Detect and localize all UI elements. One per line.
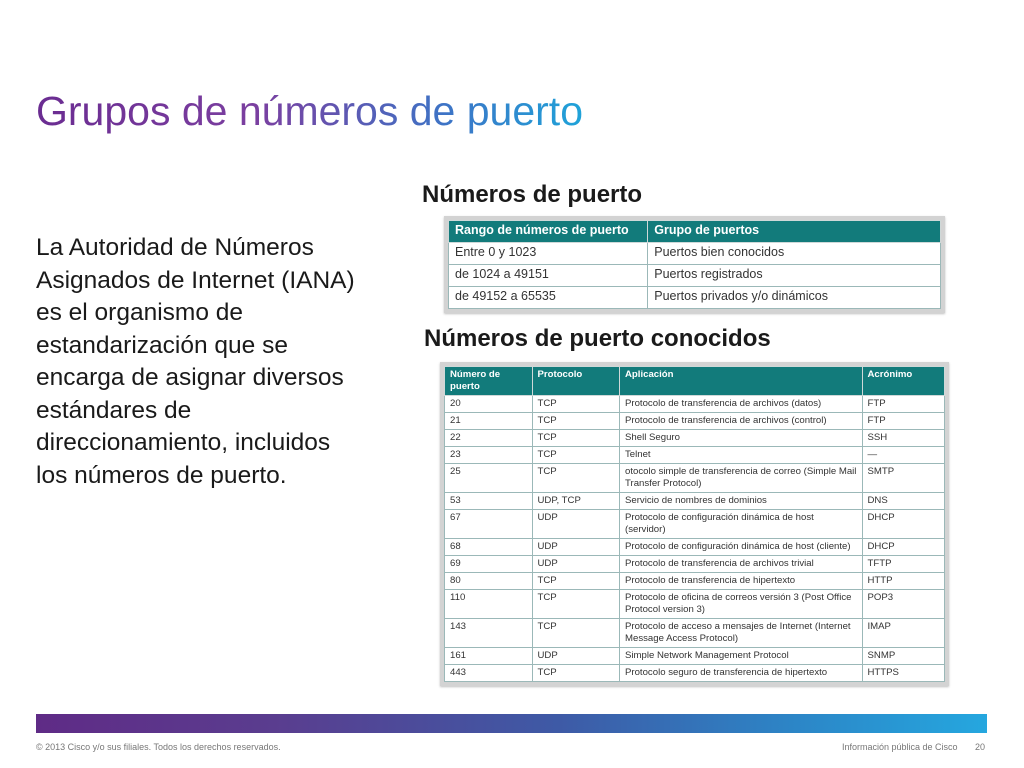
page-number: 20 <box>975 742 986 752</box>
table-cell: HTTP <box>862 573 945 590</box>
table-row <box>445 573 945 590</box>
table-cell: Puertos bien conocidos <box>648 243 941 265</box>
table-cell: 443 <box>445 665 533 682</box>
body-text: La Autoridad de Números Asignados de Internet (IANA) es el organismo de estandarización que se encarga de asignar diversos estándares de direccionamiento, incluidos los números de puerto. <box>36 234 355 489</box>
known-ports-table-frame <box>440 362 949 686</box>
table-cell: TCP <box>532 447 620 464</box>
table-cell: 20 <box>445 396 533 413</box>
table-cell: Shell Seguro <box>620 430 863 447</box>
table-cell: Protocolo de acceso a mensajes de Internet (Internet Message Access Protocol) <box>620 619 863 648</box>
table-cell: TCP <box>532 590 620 619</box>
table-cell: 23 <box>445 447 533 464</box>
table-cell: POP3 <box>862 590 945 619</box>
footer-gradient-bar <box>36 714 987 733</box>
table-cell: Protocolo de transferencia de hipertexto <box>620 573 863 590</box>
table-cell: 25 <box>445 464 533 493</box>
table-cell: Protocolo de oficina de correos versión 3 (Post Office Protocol version 3) <box>620 590 863 619</box>
table-cell: 22 <box>445 430 533 447</box>
table-header-row <box>449 221 941 243</box>
table-row <box>445 396 945 413</box>
table-cell: SMTP <box>862 464 945 493</box>
classification-text: Información pública de Cisco <box>842 742 958 752</box>
ranges-table-frame <box>444 216 945 313</box>
table-row <box>445 619 945 648</box>
header-cell: Rango de números de puerto <box>449 221 648 243</box>
known-ports-table-heading: Números de puerto conocidos <box>424 325 771 352</box>
table-cell: FTP <box>862 396 945 413</box>
table-cell: Protocolo de transferencia de archivos (datos) <box>620 396 863 413</box>
table-row <box>449 287 941 309</box>
copyright-text: © 2013 Cisco y/o sus filiales. Todos los derechos reservados. <box>36 742 281 752</box>
slide-title: Grupos de números de puerto <box>36 88 583 134</box>
table-cell: 69 <box>445 556 533 573</box>
table-cell: 67 <box>445 510 533 539</box>
table-cell: HTTPS <box>862 665 945 682</box>
table-cell: TCP <box>532 413 620 430</box>
table-cell: UDP <box>532 510 620 539</box>
table-cell: UDP <box>532 539 620 556</box>
known-ports-table <box>444 366 945 682</box>
table-cell: Protocolo seguro de transferencia de hipertexto <box>620 665 863 682</box>
table-row <box>445 447 945 464</box>
table-row <box>445 493 945 510</box>
table-cell: TFTP <box>862 556 945 573</box>
table-cell: FTP <box>862 413 945 430</box>
header-cell: Protocolo <box>532 367 620 396</box>
table-row <box>445 539 945 556</box>
table-cell: SSH <box>862 430 945 447</box>
header-cell: Acrónimo <box>862 367 945 396</box>
table-cell: Telnet <box>620 447 863 464</box>
table-cell: TCP <box>532 573 620 590</box>
table-cell: UDP <box>532 556 620 573</box>
table-cell: Protocolo de transferencia de archivos (control) <box>620 413 863 430</box>
table-cell: 143 <box>445 619 533 648</box>
table-cell: DNS <box>862 493 945 510</box>
table-row <box>445 510 945 539</box>
table-cell: Entre 0 y 1023 <box>449 243 648 265</box>
table-cell: TCP <box>532 430 620 447</box>
table-row <box>445 464 945 493</box>
header-cell: Número de puerto <box>445 367 533 396</box>
table-cell: DHCP <box>862 510 945 539</box>
header-cell: Grupo de puertos <box>648 221 941 243</box>
table-cell: TCP <box>532 619 620 648</box>
table-row <box>445 648 945 665</box>
table-cell: 21 <box>445 413 533 430</box>
table-cell: 68 <box>445 539 533 556</box>
table-cell: Servicio de nombres de dominios <box>620 493 863 510</box>
table-cell: 161 <box>445 648 533 665</box>
table-cell: TCP <box>532 665 620 682</box>
table-cell: TCP <box>532 464 620 493</box>
table-row <box>445 590 945 619</box>
table-cell: UDP <box>532 648 620 665</box>
table-cell: UDP, TCP <box>532 493 620 510</box>
table-cell: — <box>862 447 945 464</box>
table-cell: de 49152 a 65535 <box>449 287 648 309</box>
table-cell: Protocolo de configuración dinámica de host (servidor) <box>620 510 863 539</box>
table-cell: 80 <box>445 573 533 590</box>
header-cell: Aplicación <box>620 367 863 396</box>
table-cell: 53 <box>445 493 533 510</box>
table-header-row <box>445 367 945 396</box>
table-cell: Protocolo de transferencia de archivos trivial <box>620 556 863 573</box>
table-row <box>449 243 941 265</box>
table-row <box>445 413 945 430</box>
table-cell: otocolo simple de transferencia de correo (Simple Mail Transfer Protocol) <box>620 464 863 493</box>
table-cell: Simple Network Management Protocol <box>620 648 863 665</box>
table-cell: SNMP <box>862 648 945 665</box>
table-cell: DHCP <box>862 539 945 556</box>
table-cell: IMAP <box>862 619 945 648</box>
table-row <box>445 665 945 682</box>
ranges-table-heading: Números de puerto <box>422 181 643 208</box>
table-row <box>449 265 941 287</box>
table-row <box>445 556 945 573</box>
table-row <box>445 430 945 447</box>
port-ranges-table <box>448 220 941 309</box>
table-cell: TCP <box>532 396 620 413</box>
table-cell: 110 <box>445 590 533 619</box>
table-cell: Puertos registrados <box>648 265 941 287</box>
table-cell: Puertos privados y/o dinámicos <box>648 287 941 309</box>
table-cell: Protocolo de configuración dinámica de host (cliente) <box>620 539 863 556</box>
table-cell: de 1024 a 49151 <box>449 265 648 287</box>
